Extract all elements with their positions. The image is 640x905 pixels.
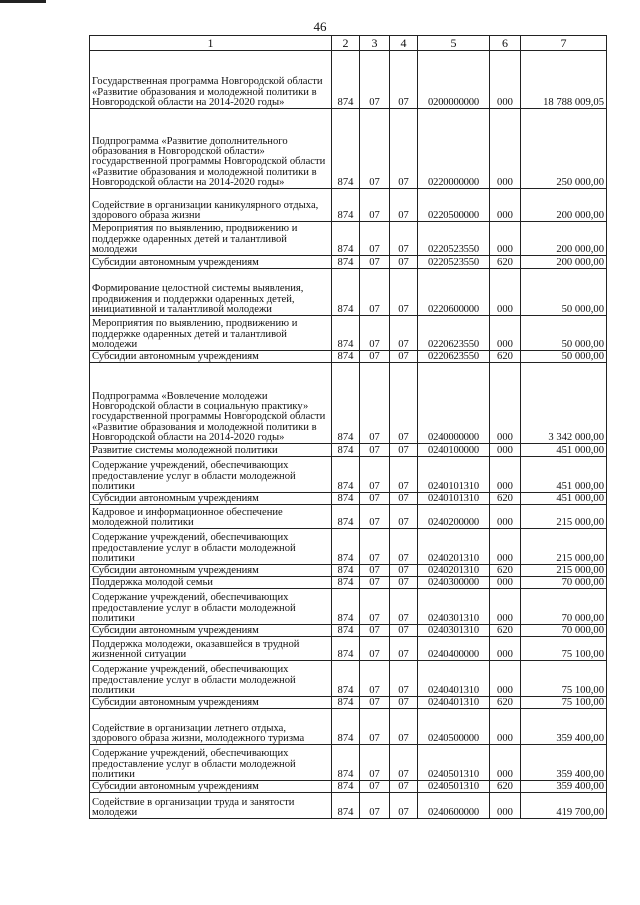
row-gr-code: 874 xyxy=(332,457,360,493)
row-csr-code: 0220523550 xyxy=(418,256,490,269)
row-csr-code: 0240000000 xyxy=(418,363,490,444)
row-name: Субсидии автономным учреждениям xyxy=(90,625,332,637)
row-csr-code: 0240101310 xyxy=(418,493,490,505)
row-name: Содержание учреждений, обеспечивающих предоставление услуг в области молодежной политики xyxy=(90,589,332,625)
row-csr-code: 0240400000 xyxy=(418,637,490,661)
corner-mark xyxy=(0,0,46,3)
column-header-1: 1 xyxy=(90,36,332,51)
row-pr-code: 07 xyxy=(390,577,418,589)
row-gr-code: 874 xyxy=(332,222,360,256)
page-number: 46 xyxy=(313,19,327,34)
row-csr-code: 0240600000 xyxy=(418,793,490,819)
row-gr-code: 874 xyxy=(332,781,360,793)
row-rz-code: 07 xyxy=(360,661,390,697)
row-name: Содержание учреждений, обеспечивающих предоставление услуг в области молодежной политики xyxy=(90,529,332,565)
row-pr-code: 07 xyxy=(390,709,418,745)
row-gr-code: 874 xyxy=(332,625,360,637)
row-csr-code: 0220623550 xyxy=(418,351,490,363)
row-pr-code: 07 xyxy=(390,269,418,316)
row-name: Субсидии автономным учреждениям xyxy=(90,256,332,269)
row-csr-code: 0240500000 xyxy=(418,709,490,745)
row-csr-code: 0240201310 xyxy=(418,565,490,577)
row-rz-code: 07 xyxy=(360,709,390,745)
row-pr-code: 07 xyxy=(390,793,418,819)
row-name: Содержание учреждений, обеспечивающих предоставление услуг в области молодежной политики xyxy=(90,457,332,493)
row-csr-code: 0240401310 xyxy=(418,697,490,709)
row-gr-code: 874 xyxy=(332,444,360,457)
table-row xyxy=(90,505,607,529)
row-vr-code: 620 xyxy=(490,565,521,577)
row-rz-code: 07 xyxy=(360,697,390,709)
row-rz-code: 07 xyxy=(360,269,390,316)
row-pr-code: 07 xyxy=(390,444,418,457)
row-rz-code: 07 xyxy=(360,351,390,363)
column-header-4: 4 xyxy=(390,36,418,51)
column-header-7: 7 xyxy=(521,36,607,51)
table-row xyxy=(90,363,607,444)
row-rz-code: 07 xyxy=(360,781,390,793)
row-gr-code: 874 xyxy=(332,697,360,709)
row-name: Формирование целостной системы выявления, продвижения и поддержки одаренных детей, инициативной и талантливой молодежи xyxy=(90,269,332,316)
row-amount: 3 342 000,00 xyxy=(521,363,607,444)
row-amount: 18 788 009,05 xyxy=(521,51,607,109)
row-amount: 359 400,00 xyxy=(521,781,607,793)
row-csr-code: 0240301310 xyxy=(418,589,490,625)
row-pr-code: 07 xyxy=(390,529,418,565)
table-row xyxy=(90,269,607,316)
table-row xyxy=(90,109,607,189)
table-row xyxy=(90,709,607,745)
row-amount: 75 100,00 xyxy=(521,637,607,661)
row-rz-code: 07 xyxy=(360,316,390,351)
row-pr-code: 07 xyxy=(390,189,418,222)
table-row xyxy=(90,189,607,222)
row-amount: 70 000,00 xyxy=(521,589,607,625)
table-row xyxy=(90,781,607,793)
row-vr-code: 000 xyxy=(490,269,521,316)
row-gr-code: 874 xyxy=(332,51,360,109)
row-name: Мероприятия по выявлению, продвижению и поддержке одаренных детей и талантливой молодежи xyxy=(90,222,332,256)
row-rz-code: 07 xyxy=(360,51,390,109)
row-pr-code: 07 xyxy=(390,781,418,793)
row-pr-code: 07 xyxy=(390,256,418,269)
row-rz-code: 07 xyxy=(360,256,390,269)
row-vr-code: 000 xyxy=(490,577,521,589)
row-pr-code: 07 xyxy=(390,51,418,109)
row-csr-code: 0220500000 xyxy=(418,189,490,222)
row-pr-code: 07 xyxy=(390,697,418,709)
row-vr-code: 000 xyxy=(490,444,521,457)
table-row xyxy=(90,51,607,109)
row-pr-code: 07 xyxy=(390,637,418,661)
row-name: Субсидии автономным учреждениям xyxy=(90,493,332,505)
row-amount: 70 000,00 xyxy=(521,625,607,637)
row-gr-code: 874 xyxy=(332,589,360,625)
row-amount: 451 000,00 xyxy=(521,444,607,457)
column-header-5: 5 xyxy=(418,36,490,51)
row-name: Субсидии автономным учреждениям xyxy=(90,565,332,577)
row-gr-code: 874 xyxy=(332,493,360,505)
row-amount: 451 000,00 xyxy=(521,493,607,505)
row-pr-code: 07 xyxy=(390,457,418,493)
row-rz-code: 07 xyxy=(360,589,390,625)
row-rz-code: 07 xyxy=(360,222,390,256)
row-csr-code: 0220000000 xyxy=(418,109,490,189)
row-vr-code: 620 xyxy=(490,625,521,637)
row-vr-code: 000 xyxy=(490,709,521,745)
table-row xyxy=(90,316,607,351)
row-name: Поддержка молодежи, оказавшейся в трудной жизненной ситуации xyxy=(90,637,332,661)
row-amount: 215 000,00 xyxy=(521,505,607,529)
row-amount: 215 000,00 xyxy=(521,529,607,565)
row-amount: 200 000,00 xyxy=(521,222,607,256)
row-rz-code: 07 xyxy=(360,637,390,661)
table-row xyxy=(90,625,607,637)
table-row xyxy=(90,351,607,363)
table-row xyxy=(90,745,607,781)
row-vr-code: 620 xyxy=(490,351,521,363)
row-csr-code: 0200000000 xyxy=(418,51,490,109)
row-name: Кадровое и информационное обеспечение молодежной политики xyxy=(90,505,332,529)
row-gr-code: 874 xyxy=(332,269,360,316)
row-gr-code: 874 xyxy=(332,577,360,589)
row-name: Государственная программа Новгородской области «Развитие образования и молодежной политики в Новгородской области на 2014-2020 годы» xyxy=(90,51,332,109)
row-gr-code: 874 xyxy=(332,637,360,661)
table-row xyxy=(90,697,607,709)
row-name: Подпрограмма «Развитие дополнительного образования в Новгородской области» государственной программы Новгородской области «Развитие образования и молодежной политики в Новгородской области на 2014-2020 годы» xyxy=(90,109,332,189)
row-csr-code: 0220623550 xyxy=(418,316,490,351)
row-pr-code: 07 xyxy=(390,363,418,444)
row-amount: 419 700,00 xyxy=(521,793,607,819)
row-vr-code: 000 xyxy=(490,793,521,819)
row-pr-code: 07 xyxy=(390,745,418,781)
row-rz-code: 07 xyxy=(360,444,390,457)
row-vr-code: 000 xyxy=(490,457,521,493)
row-csr-code: 0240300000 xyxy=(418,577,490,589)
table-row xyxy=(90,565,607,577)
row-gr-code: 874 xyxy=(332,109,360,189)
row-amount: 70 000,00 xyxy=(521,577,607,589)
row-amount: 75 100,00 xyxy=(521,661,607,697)
column-header-2: 2 xyxy=(332,36,360,51)
table-row xyxy=(90,637,607,661)
row-name: Субсидии автономным учреждениям xyxy=(90,351,332,363)
table-row xyxy=(90,222,607,256)
table-row xyxy=(90,457,607,493)
row-rz-code: 07 xyxy=(360,189,390,222)
row-csr-code: 0240101310 xyxy=(418,457,490,493)
row-pr-code: 07 xyxy=(390,565,418,577)
table-body xyxy=(90,51,607,819)
row-vr-code: 000 xyxy=(490,589,521,625)
table-row xyxy=(90,493,607,505)
row-vr-code: 000 xyxy=(490,529,521,565)
header-row xyxy=(90,36,607,51)
row-vr-code: 000 xyxy=(490,363,521,444)
row-name: Субсидии автономным учреждениям xyxy=(90,697,332,709)
column-header-3: 3 xyxy=(360,36,390,51)
table-row xyxy=(90,444,607,457)
row-vr-code: 000 xyxy=(490,222,521,256)
row-amount: 50 000,00 xyxy=(521,269,607,316)
row-vr-code: 000 xyxy=(490,109,521,189)
row-vr-code: 000 xyxy=(490,316,521,351)
budget-table xyxy=(89,35,607,819)
row-amount: 75 100,00 xyxy=(521,697,607,709)
row-pr-code: 07 xyxy=(390,661,418,697)
row-amount: 359 400,00 xyxy=(521,709,607,745)
row-name: Мероприятия по выявлению, продвижению и поддержке одаренных детей и талантливой молодежи xyxy=(90,316,332,351)
row-pr-code: 07 xyxy=(390,222,418,256)
row-rz-code: 07 xyxy=(360,505,390,529)
row-gr-code: 874 xyxy=(332,565,360,577)
row-rz-code: 07 xyxy=(360,363,390,444)
row-amount: 215 000,00 xyxy=(521,565,607,577)
row-amount: 451 000,00 xyxy=(521,457,607,493)
row-vr-code: 000 xyxy=(490,505,521,529)
row-csr-code: 0240201310 xyxy=(418,529,490,565)
row-vr-code: 000 xyxy=(490,51,521,109)
row-name: Развитие системы молодежной политики xyxy=(90,444,332,457)
row-amount: 200 000,00 xyxy=(521,189,607,222)
column-header-6: 6 xyxy=(490,36,521,51)
row-vr-code: 620 xyxy=(490,781,521,793)
row-gr-code: 874 xyxy=(332,351,360,363)
row-csr-code: 0240401310 xyxy=(418,661,490,697)
row-rz-code: 07 xyxy=(360,457,390,493)
row-vr-code: 620 xyxy=(490,256,521,269)
row-csr-code: 0220523550 xyxy=(418,222,490,256)
table-row xyxy=(90,529,607,565)
row-gr-code: 874 xyxy=(332,661,360,697)
table-row xyxy=(90,256,607,269)
row-pr-code: 07 xyxy=(390,505,418,529)
row-gr-code: 874 xyxy=(332,529,360,565)
row-name: Субсидии автономным учреждениям xyxy=(90,781,332,793)
row-csr-code: 0240301310 xyxy=(418,625,490,637)
row-vr-code: 000 xyxy=(490,745,521,781)
row-name: Содействие в организации труда и занятости молодежи xyxy=(90,793,332,819)
row-name: Содействие в организации летнего отдыха, здорового образа жизни, молодежного туризма xyxy=(90,709,332,745)
row-pr-code: 07 xyxy=(390,316,418,351)
row-pr-code: 07 xyxy=(390,351,418,363)
row-rz-code: 07 xyxy=(360,793,390,819)
table-row xyxy=(90,589,607,625)
row-amount: 50 000,00 xyxy=(521,316,607,351)
row-pr-code: 07 xyxy=(390,589,418,625)
row-vr-code: 000 xyxy=(490,637,521,661)
row-amount: 359 400,00 xyxy=(521,745,607,781)
row-rz-code: 07 xyxy=(360,625,390,637)
row-csr-code: 0240100000 xyxy=(418,444,490,457)
row-gr-code: 874 xyxy=(332,505,360,529)
row-amount: 250 000,00 xyxy=(521,109,607,189)
row-gr-code: 874 xyxy=(332,189,360,222)
row-rz-code: 07 xyxy=(360,529,390,565)
row-rz-code: 07 xyxy=(360,109,390,189)
row-gr-code: 874 xyxy=(332,363,360,444)
row-csr-code: 0240200000 xyxy=(418,505,490,529)
row-pr-code: 07 xyxy=(390,109,418,189)
table-row xyxy=(90,793,607,819)
row-pr-code: 07 xyxy=(390,493,418,505)
row-amount: 50 000,00 xyxy=(521,351,607,363)
row-amount: 200 000,00 xyxy=(521,256,607,269)
row-name: Содействие в организации каникулярного отдыха, здорового образа жизни xyxy=(90,189,332,222)
row-vr-code: 620 xyxy=(490,493,521,505)
row-csr-code: 0220600000 xyxy=(418,269,490,316)
row-rz-code: 07 xyxy=(360,565,390,577)
row-gr-code: 874 xyxy=(332,709,360,745)
table-row xyxy=(90,577,607,589)
row-csr-code: 0240501310 xyxy=(418,781,490,793)
row-rz-code: 07 xyxy=(360,577,390,589)
row-vr-code: 000 xyxy=(490,661,521,697)
row-name: Содержание учреждений, обеспечивающих предоставление услуг в области молодежной политики xyxy=(90,745,332,781)
table-row xyxy=(90,661,607,697)
row-gr-code: 874 xyxy=(332,793,360,819)
row-gr-code: 874 xyxy=(332,316,360,351)
row-rz-code: 07 xyxy=(360,493,390,505)
row-rz-code: 07 xyxy=(360,745,390,781)
row-vr-code: 620 xyxy=(490,697,521,709)
row-gr-code: 874 xyxy=(332,256,360,269)
row-vr-code: 000 xyxy=(490,189,521,222)
row-name: Подпрограмма «Вовлечение молодежи Новгородской области в социальную практику» государственной программы Новгородской области «Развитие образования и молодежной политики в Новгородской области на 2014-2020 годы» xyxy=(90,363,332,444)
row-name: Поддержка молодой семьи xyxy=(90,577,332,589)
row-pr-code: 07 xyxy=(390,625,418,637)
row-gr-code: 874 xyxy=(332,745,360,781)
row-name: Содержание учреждений, обеспечивающих предоставление услуг в области молодежной политики xyxy=(90,661,332,697)
row-csr-code: 0240501310 xyxy=(418,745,490,781)
